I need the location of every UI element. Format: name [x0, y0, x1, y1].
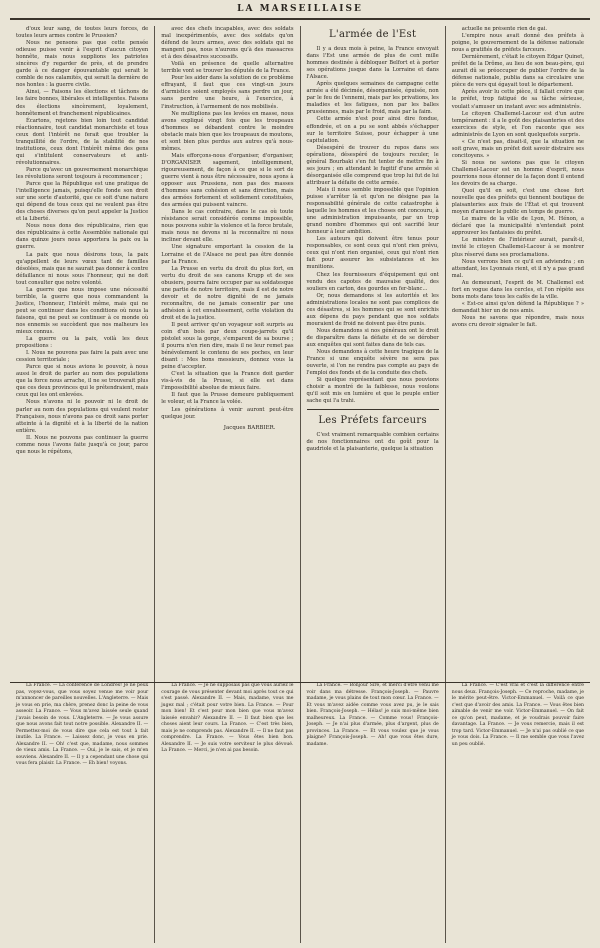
dialogue-column-1 [10, 683, 154, 943]
paragraph: Écartons, rejetons bien loin tout candidat réactionnaire, tout candidat monarchiste et tous ceux dont l'intérêt ne ferait que troubler la tranquillité de l'ordre, de la stabilité de nos institutions, ceux dont l'intérêt même des gens qui s'intitulent conservateurs et anti-révolutionnaires. [16, 117, 149, 166]
paragraph: Si nous ne savions pas que le citoyen Challemel-Lacour est un homme d'esprit, nous pourrions nous étonner de la façon dont il entend les devoirs de sa charge. [451, 159, 584, 188]
section-divider [307, 409, 439, 410]
main-columns [10, 26, 590, 682]
paragraph: Il y a deux mois à peine, la France envoyait dans l'Est une armée de plus de cent mille hommes destinée à débloquer Belfort et à porter ses opérations jusque dans la Lorraine et dans l'Alsace. [306, 46, 439, 81]
paragraph: Chez les fournisseurs d'équipement qui ont vendu des capotes de mauvaise qualité, des souliers en carton, des gourdes en fer-blanc... [306, 271, 439, 292]
paragraph: I. Nous ne pouvons pas faire la paix avec une cession territoriale ; [16, 350, 149, 364]
paragraph: Parce que la République est une pratique de l'intelligence jamais, puisqu'elle fonde son droit sur une sorte d'autorité, que ce soit d'une nature qui dépend de tous ceux qui ne veulent pas être des choses diverses qu'on peut appeler la Justice et la Liberté. [16, 181, 149, 223]
paragraph: avec des chefs incapables, avec des soldats mal inexpérimentés, avec des soldats qu'on défend de leurs armes, avec des soldats qui ne mangent pas, nous n'aurons qu'à des massacres et à des désastres successifs. [161, 26, 294, 61]
paragraph: L'empire nous avait donné des préfets à poigne, le gouvernement de la défense nationale nous a gratifiés de préfets farceurs. [451, 33, 584, 54]
masthead [10, 0, 590, 20]
paragraph: La Prusse en vertu du droit du plus fort, en vertu du droit de ses canons Krupp et de ses obusiers, pourra faire occuper par sa soldatesque une partie de notre territoire, mais il est de notre devoir et de notre dignité de ne jamais reconnaître, de ne jamais consentir par une adhésion à cet envahissement, cette violation du droit et de la justice. [161, 265, 294, 321]
dialogue-column-3 [300, 683, 445, 943]
paragraph: Cette armée n'est pour ainsi dire fondue, effondrée, et on a pu se sont abbés s'échapper sur le territoire Suisse, pour échapper à une capitulation. [306, 116, 439, 144]
paragraph: Le citoyen Challemel-Lacour est d'un autre tempérament : il a le goût des plaisanteries et des exercices de style, et l'on raconte que ses administrés de Lyon en sont quelquefois surpris. [451, 110, 584, 138]
paragraph: Le maire de la ville de Lyon, M. Hénon, a déclaré que la municipalité n'entendait point approuver les fantaisies du préfet. [451, 216, 584, 237]
paragraph: Il peut arriver qu'un voyageur soit surpris au coin d'un bois par deux coupe-jarrets qu'il pistolet sous la gorge, s'emparent de sa bourse ; il pourra n'en rien dire, mais il ne leur remet pas bénévolement le contenu de ses poches, en leur disant : Mes bons messieurs, donnez vous la peine d'accepter. [161, 321, 294, 371]
paragraph: Parce qu'avec un gouvernement monarchique les révolutions seront toujours à recommencer ; [16, 166, 149, 180]
paragraph: C'est la situation que la France doit garder vis-à-vis de la Prusse, si elle est dans l'impossibilité absolue de mieux faire. [161, 371, 294, 392]
paragraph: Nous verrons bien ce qu'il en adviendra ; en attendant, les Lyonnais rient, et il n'y a pas grand mal. [451, 258, 584, 279]
paragraph: Nous demandons si nos généraux ont le droit de disparaître dans la défaite et de se dérober aux enquêtes qui sont faites dans de tels cas. [306, 327, 439, 348]
paragraph: Or, nous demandons si les autorités et les administrations locales ne sont pas complices de ces désastres, si les hommes qui se sont enrichis aux dépens du pays pendant que nos soldats mouraient de froid ne doivent pas être punis. [306, 292, 439, 327]
paragraph: Mais il nous semble impossible que l'opinion puisse s'arrêter là et qu'on ne désigne pas la responsabilité générale de cette catastrophe à laquelle les hommes et les choses ont concouru, à une administration impuissante, par un trop grand nombre d'hommes qui ont sacrifié leur honneur à leur ambition. [306, 186, 439, 236]
paragraph: Après quelques semaines de campagne cette armée a été décimée, désorganisée, épuisée, non par le feu de l'ennemi, mais par les privations, les maladies et les fatigues, non par les balles prussiennes, mais par le froid, mais par la faim. [306, 81, 439, 116]
article-heading-prefets-farceurs: Les Préfets farceurs [318, 415, 427, 427]
paragraph: Parce que si nous avions le pouvoir, à nous aussi le droit de parler au nom des populations que la force nous arrache, il ne se trouverait plus que ces deux provinces qui le prétendraient, mais ceux qui les ont enlevées. [16, 364, 149, 399]
paragraph: La paix que nous désirons tous, la paix qu'appellent de leurs vœux tant de familles désolées, mais que ne saurait pas donner à contre défaillance ni nous sous l'honneur, qui ne doit tout consulter que notre volonté. [16, 251, 149, 286]
paragraph: actuelle ne présente rien de gai. [461, 26, 548, 32]
dialogue-text: La France. — C'est vrai et c'est la différence entre nous deux. François-Joseph. — Ce reproche, madame, je le mérite peut-être. Victor-Emmanuel. — Voilà ce que c'est que d'avoir des amis. La France. — Vous êtes bien aimable de venir me voir. Victor-Emmanuel. — On fait ce qu'on peut, madame, et je voudrais pouvoir faire davantage. La France. — Je vous remercie, mais il est trop tard. Victor-Emmanuel. — Je n'ai pas oublié ce que je vous dois. La France. — Il me semble que vous l'avez un peu oublié. [451, 683, 584, 747]
paragraph: Nous nous dons des républicains, rien que des républicains à cette Assemblée nationale qui dans quinze jours nous apportera la paix ou la guerre. [16, 223, 149, 251]
paragraph: Mais efforçons-nous d'organiser, d'organiser, D'ORGANISER sagement, intelligemment, rigoureusement, de façon à ce que si le sort de guerre vient à nous être nécessaire, nous ayons à opposer aux Prussiens, non pas des masses d'hommes sans cohésion et sans direction, mais des armées fortement et solidement constituées, des armées qui puissent vaincre. [161, 152, 294, 209]
dialogue-column-2 [154, 683, 299, 943]
masthead-title: LA MARSEILLAISE [237, 4, 363, 14]
author-signature: Jacques BARBIER. [223, 424, 276, 431]
paragraph: Il faut que la Prusse demeure publiquement le voleur, et la France la volée. [161, 392, 294, 406]
dialogue-column-4 [445, 683, 590, 943]
dialogue-text: La France. — Bonjour Sire, et merci d'être venu me voir dans ma détresse. François-Joseph. — Pauvre madame, je vous plains de tout mon cœur. La France. — Et vous m'avez aidée comme vous avez pu, je le sais bien. François-Joseph. — Hélas! je suis moi-même bien malheureux. La France. — Comme vous! François-Joseph. — Je n'ai plus d'armée, plus d'argent, plus de provinces. La France. — Et vous voulez que je vous plaigne? François-Joseph. — Ah! que vous êtes dure, madame. [306, 683, 439, 747]
paragraph: Une signature emportant la cession de la Lorraine et de l'Alsace ne peut pas être donnée par la France. [161, 244, 294, 265]
paragraph: « Ce n'est pas, disait-il, que la situation ne soit grave, mais un préfet doit savoir distraire ses concitoyens. » [451, 138, 584, 159]
paragraph: Au demeurant, l'esprit de M. Challemel est fort en vogue dans les cercles, et l'on répète ses bons mots dans tous les cafés de la ville. [451, 279, 584, 300]
paragraph: Si quelque représentant que nous pouvions choisir a montré de la faiblesse, nous voulons qu'il soit mis en lumière et que le peuple entier sache qui l'a trahi. [306, 377, 439, 405]
paragraph: Les générations à venir auront peut-être quelque jour. [161, 406, 294, 420]
column-2 [154, 26, 299, 682]
paragraph: Après avoir lu cette pièce, il fallait croire que le préfet, trop fatigué de sa tâche sérieuse, voulait s'amuser un instant avec ses administrés. [451, 89, 584, 110]
paragraph: Ainsi, — Faisons les élections et tâchons de les faire bonnes, libérales et intelligentes. Faisons des élections sincèrement, loyalement, honnêtement et franchement républicaines. [16, 89, 149, 117]
dialogue-section [10, 682, 590, 943]
paragraph: Voilà en présence de quelle alternative terrible vont se trouver les députés de la France. [161, 61, 294, 75]
paragraph: II. Nous ne pouvons pas continuer la guerre comme nous l'avons faite jusqu'à ce jour, parce que nous le répétons, [16, 434, 149, 455]
paragraph: d'oux leur sang, de toutes leurs forces, de toutes leurs armes contre le Prussien? [16, 26, 149, 40]
paragraph: Désespéré de trouver du repos dans ses opérations, désespéré de toujours reculer, le général Bourbaki s'en fut tenter de mettre fin à ses jours ; en attendant le fugitif d'une armée si désorganisée elle comprend que trop lui fut de lui attribuer la défaite de cette armée. [306, 144, 439, 186]
paragraph: C'est vraiment remarquable combien certains de nos fonctionnaires ont du goût pour la gaudriole et la plaisanterie, quelque la situation [306, 432, 439, 453]
dialogue-text: La France. — La conférence de Londres! Je ne peux pas, voyez-vous, que vous soyez venue me voir pour m'annoncer de pareilles nouvelles. L'Angleterre. — Mais je vous en prie, ma chère, prenez donc la peine de vous asseoir. La France. — Vous m'avez laissée seule quand j'avais besoin de vous. L'Angleterre. — Je vous assure que nous avons fait tout notre possible. Alexandre II. — Permettez-moi de vous dire que cela est tout à fait inutile. La France. — Laissez donc, je vous en prie. Alexandre II. — Oh! c'est que, madame, nous sommes de vieux amis. La France. — Oui, je le sais, et je m'en souviens. Alexandre II. — Il y a cependant une chose qui vous fera plaisir. La France. — Eh bien! voyons. [16, 683, 149, 766]
dialogue-text: La France. — Je ne supposais pas que vous auriez le courage de vous présenter devant moi après tout ce qui s'est passé. Alexandre II. — Mais, madame, vous me jugez mal ; c'était pour votre bien. La France. — Pour mon bien! Et c'est pour mon bien que vous m'avez laissée envahir? Alexandre II. — Il faut bien que les choses aient leur cours. La France. — C'est très bien, mais je ne comprends pas. Alexandre II. — Il ne faut pas comprendre. La France. — Vous êtes bien bon. Alexandre II. — Je suis votre serviteur le plus dévoué. La France. — Merci, je n'en ai pas besoin. [161, 683, 294, 753]
paragraph: Nous demandons à cette heure tragique de la France si une enquête sévère ne sera pas ouverte, si l'on ne rendra pas compte au pays de l'emploi des fonds et de la conduite des chefs. [306, 349, 439, 377]
paragraph: Nous ne pensons pas que cette pensée odieuse puisse venir à l'esprit d'aucun citoyen honnête, mais nous supplions les patriotes sincères d'y regarder de près, et de prendre garde à ce danger épouvantable qui serait le comble de nos calamités, qui serait la dernière de nos hontes : la guerre civile. [16, 40, 149, 89]
paragraph: La guerre ou la paix, voilà les deux propositions : [16, 336, 149, 350]
paragraph: Le ministre de l'intérieur aurait, paraît-il, invité le citoyen Challemel-Lacour à se montrer plus réservé dans ses proclamations. [451, 237, 584, 258]
column-4 [445, 26, 590, 682]
paragraph: Ne multiplions pas les levées en masse, nous avons expliqué vingt fois que les troupeaux d'hommes se débandent contre le moindre obstacle mais bien que les troupeaux de moutons, et sont bien plus perdus aux autres qu'à nous-mêmes. [161, 110, 294, 152]
paragraph: Dans le cas contraire, dans le cas où toute résistance serait considérée comme impossible, nous pouvons subir la violence et la force brutale, mais nous ne devons ni la reconnaître ni nous incliner devant elle. [161, 209, 294, 244]
paragraph: La guerre que nous impose une nécessité terrible, la guerre que nous commandent la Justice, l'honneur, l'intérêt même, mais qui ne peut se continuer dans les conditions où nous la faisons, qui ne peut se continuer à ce monde où nos ennemis se succèdent que nos malheurs les mieux connus. [16, 286, 149, 336]
paragraph: Quoi qu'il en soit, c'est une chose fort nouvelle que des préfets qui tiennent boutique de plaisanteries aux frais de l'État et qui trouvent moyen d'amuser le public en temps de guerre. [451, 188, 584, 216]
paragraph: Nous n'avons ni le pouvoir ni le droit de parler au nom des populations qui veulent rester Françaises, nous n'avons pas ce droit sans porter atteinte à la dignité et à la liberté de la nation entière. [16, 399, 149, 434]
paragraph: Pour les aider dans la solution de ce problème effrayant, il faut que ces vingt-un jours d'armistice soient employés sans perdre un jour, sans perdre une heure, à l'exercice, à l'instruction, à l'armement de nos mobilisés. [161, 75, 294, 110]
paragraph: « Est-ce ainsi qu'on défend la République ? » demandait hier un de nos amis. [451, 300, 584, 314]
column-3 [300, 26, 445, 682]
paragraph: Les auteurs qui doivent être tenus pour responsables, ce sont ceux qui n'ont rien prévu, ceux qui n'ont rien organisé, ceux qui n'ont rien fait pour assurer les subsistances et les munitions. [306, 236, 439, 271]
article-heading-armee-de-l-est: L'armée de l'Est [328, 29, 417, 40]
paragraph: Nous ne savons que répondre, mais nous avons cru devoir signaler le fait. [451, 314, 584, 328]
paragraph: Dernièrement, c'était le citoyen Edgar Quinet, préfet de la Drôme, au lieu de son beau-père, qui aurait dû se préoccuper de publier l'ordre de la défense nationale, publia dans sa circulaire une pièce de vers qui égayait tout le département. [451, 54, 584, 89]
column-1 [10, 26, 154, 682]
